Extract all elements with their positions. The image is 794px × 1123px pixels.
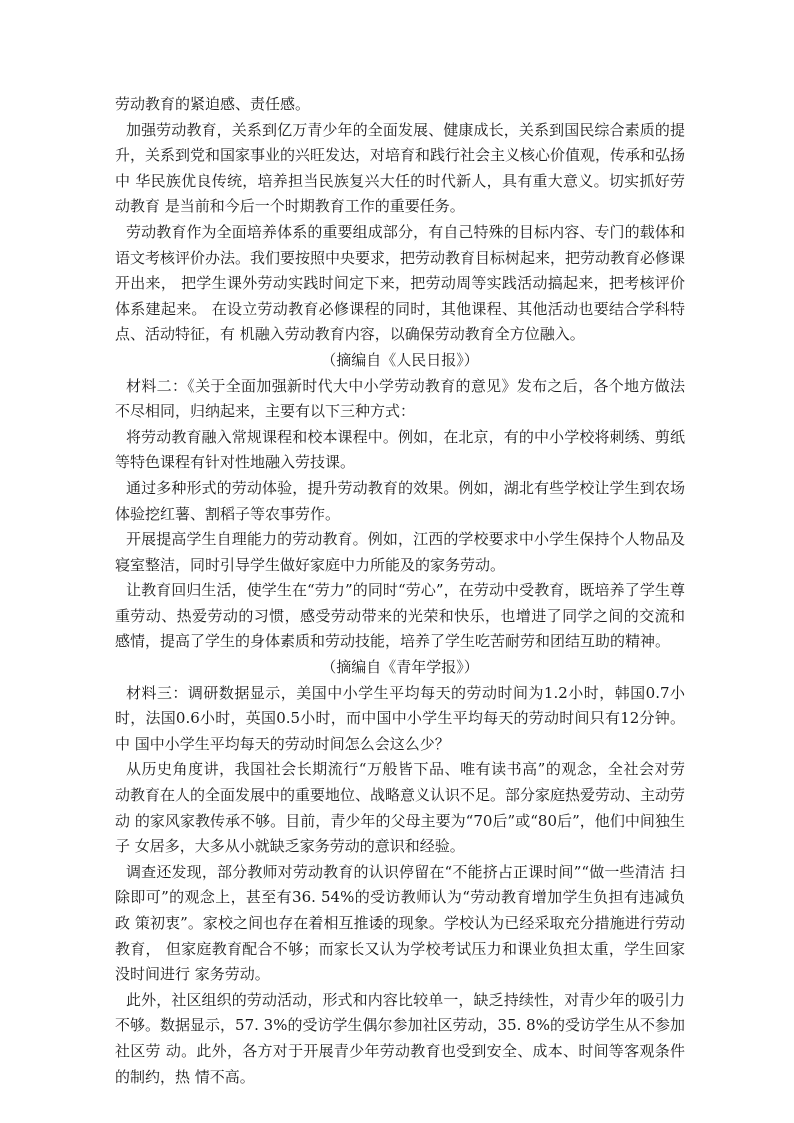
source-citation: （摘编自《青年学报》） bbox=[321, 658, 479, 677]
body-paragraph: 开展提高学生自理能力的劳动教育。例如，江西的学校要求中小学生保持个人物品及 寝室整洁，同时引导学生做好家庭中力所能及的家务劳动。 bbox=[115, 530, 685, 574]
body-paragraph: 调查还发现，部分教师对劳动教育的认识停留在“不能挤占正课时间”“做一些清洁 扫除即可”的观念上，甚至有36. 54%的受访教师认为“劳动教育增加学生负担有违减负政 策初衷”。家校之间也存在着相互推诿的现象。学校认为已经采取充分措施进行劳动教育， 但家庭教育配合不够；而家长又认为学校考试压力和课业负担太重，学生回家没时间进行 家务劳动。 bbox=[115, 862, 685, 984]
document-body bbox=[115, 92, 685, 1090]
body-paragraph: 材料三：调研数据显示，美国中小学生平均每天的劳动时间为1.2小时，韩国0.7小 时，法国0.6小时，英国0.5小时，而中国中小学生平均每天的劳动时间只有12分钟。中 国中小学生平均每天的劳动时间怎么会这么少？ bbox=[115, 683, 685, 753]
body-paragraph: 将劳动教育融入常规课程和校本课程中。例如，在北京，有的中小学校将刺绣、剪纸 等特色课程有针对性地融入劳技课。 bbox=[115, 427, 685, 472]
body-paragraph: 材料二：《关于全面加强新时代大中小学劳动教育的意见》发布之后，各个地方做法 不尽相同，归纳起来，主要有以下三种方式： bbox=[115, 376, 685, 421]
body-paragraph: 此外，社区组织的劳动活动，形式和内容比较单一，缺乏持续性，对青少年的吸引力 不够。数据显示，57. 3%的受访学生偶尔参加社区劳动，35. 8%的受访学生从不参加社区劳 动。此外，各方对于开展青少年劳动教育也受到安全、成本、时间等客观条件的制约，热 情不高。 bbox=[115, 990, 685, 1086]
body-paragraph: 劳动教育作为全面培养体系的重要组成部分，有自己特殊的目标内容、专门的载体和 语文考核评价办法。我们要按照中央要求，把劳动教育目标树起来，把劳动教育必修课开出来， 把学生课外劳动实践时间定下来，把劳动周等实践活动搞起来，把考核评价体系建起来。 在设立劳动教育必修课程的同时，其他课程、其他活动也要结合学科特点、活动特征，有 机融入劳动教育内容，以确保劳动教育全方位融入。 bbox=[115, 222, 686, 344]
body-paragraph: 让教育回归生活，使学生在“劳力”的同时“劳心”，在劳动中受教育，既培养了学生尊重劳动、热爱劳动的习惯，感受劳动带来的光荣和快乐，也增进了同学之间的交流和 感情，提高了学生的身体素质和劳动技能，培养了学生吃苦耐劳和团结互助的精神。 bbox=[115, 581, 685, 651]
body-paragraph: 劳动教育的紧迫感、责任感。 bbox=[115, 95, 311, 113]
body-paragraph: 通过多种形式的劳动体验，提升劳动教育的效果。例如，湖北有些学校让学生到农场 体验挖红薯、割稻子等农事劳作。 bbox=[115, 478, 685, 523]
body-paragraph: 从历史角度讲，我国社会长期流行“万般皆下品、唯有读书高”的观念，全社会对劳 动教育在人的全面发展中的重要地位、战略意义认识不足。部分家庭热爱劳动、主动劳动 的家风家教传承不够。目前，青少年的父母主要为“70后”或“80后”，他们中间独生子 女居多，大多从小就缺乏家务劳动的意识和经验。 bbox=[115, 760, 686, 856]
source-citation: （摘编自《人民日报》） bbox=[321, 350, 479, 369]
body-paragraph: 加强劳动教育，关系到亿万青少年的全面发展、健康成长，关系到国民综合素质的提 升，关系到党和国家事业的兴旺发达，对培育和践行社会主义核心价值观，传承和弘扬中 华民族优良传统，培养担当民族复兴大任的时代新人，具有重大意义。切实抓好劳动教育 是当前和今后一个时期教育工作的重要任务。 bbox=[115, 120, 686, 216]
